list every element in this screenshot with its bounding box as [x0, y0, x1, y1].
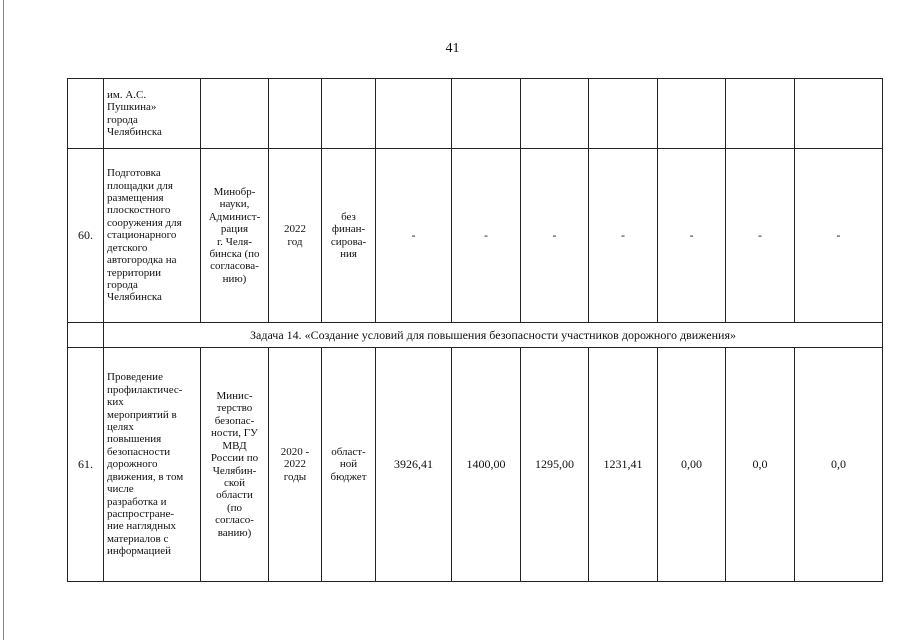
- cell-line: Челябинска: [107, 125, 162, 138]
- row-60-number: 60.: [68, 149, 104, 323]
- cell-line: рация: [220, 223, 249, 236]
- table-row-continued: [68, 79, 883, 149]
- cell-line: МВД: [222, 439, 247, 452]
- row-61-source: [322, 348, 376, 582]
- table-row-61: [68, 348, 883, 582]
- cell-line: сирова-: [330, 235, 367, 248]
- row-61-value-4: 1231,41: [589, 348, 658, 582]
- cell-line: профилактичес-: [107, 383, 183, 396]
- cell-line: Подготовка: [107, 167, 161, 180]
- cell-line: движения, в том: [107, 470, 184, 483]
- cell-line: (по: [226, 501, 243, 514]
- cell-line: области: [216, 489, 253, 502]
- row-60-value-3: -: [521, 149, 589, 323]
- row-61-period: [269, 348, 322, 582]
- row-60-executor: [201, 149, 269, 323]
- cell-line: Минобр-: [213, 185, 256, 198]
- row-61-value-5: 0,00: [658, 348, 726, 582]
- cell-line: целях: [107, 421, 134, 434]
- cell-line: сооружения для: [107, 216, 182, 229]
- cell-line: разработка и: [107, 495, 167, 508]
- row-61-executor: [201, 348, 269, 582]
- scan-edge-line: [3, 0, 4, 640]
- row-60-value-6: -: [726, 149, 795, 323]
- row-61-value-3: 1295,00: [521, 348, 589, 582]
- cell-line: год: [287, 235, 303, 248]
- cell-line: терство: [216, 402, 253, 415]
- table-row-task-14: [68, 323, 883, 348]
- row-60-period: [269, 149, 322, 323]
- cell-line: ванию): [217, 526, 252, 539]
- cell-line: материалов с: [107, 532, 169, 545]
- cell-line: стационарного: [107, 229, 177, 242]
- cell-line: 2020 -: [280, 445, 310, 458]
- cell-line: Челябинска: [107, 291, 162, 304]
- cell-line: города: [107, 113, 138, 126]
- table-row-60: [68, 149, 883, 323]
- cell-line: Челябин-: [212, 464, 257, 477]
- cell-line: финан-: [331, 223, 366, 236]
- cell-line: ности, ГУ: [211, 427, 258, 440]
- cell-line: информацией: [107, 545, 172, 558]
- cell-line: России по: [210, 452, 259, 465]
- row-61-value-1: 3926,41: [376, 348, 452, 582]
- row-61-number: 61.: [68, 348, 104, 582]
- cell-line: площадки для: [107, 179, 173, 192]
- row-60-value-2: -: [452, 149, 521, 323]
- cell-line: безопас-: [214, 414, 255, 427]
- cell-line: ния: [340, 247, 357, 260]
- cell-line: 2022: [284, 458, 306, 471]
- cell-line: област-: [331, 445, 366, 458]
- cell-line: согласова-: [210, 260, 259, 273]
- cell-line: ких: [107, 396, 124, 409]
- row-60-name: [104, 149, 201, 323]
- cell-line: науки,: [219, 198, 250, 211]
- cell-line: дорожного: [107, 458, 158, 471]
- cell-line: города: [107, 278, 138, 291]
- cell-line: ской: [223, 476, 246, 489]
- row-continued-name: [104, 79, 201, 149]
- row-60-value-1: -: [376, 149, 452, 323]
- cell-line: бинска (по: [209, 247, 260, 260]
- row-61-value-2: 1400,00: [452, 348, 521, 582]
- row-60-value-7: -: [795, 149, 883, 323]
- row-61-value-6: 0,0: [726, 348, 795, 582]
- row-60-value-4: -: [589, 149, 658, 323]
- cell-line: числе: [107, 483, 134, 496]
- cell-line: годы: [283, 470, 307, 483]
- row-61-value-7: 0,0: [795, 348, 883, 582]
- cell-line: согласо-: [215, 514, 254, 527]
- program-table: [67, 78, 883, 582]
- cell-line: бюджет: [330, 470, 367, 483]
- cell-line: им. А.С.: [107, 88, 147, 101]
- cell-line: 2022: [284, 223, 306, 236]
- cell-line: территории: [107, 266, 162, 279]
- cell-line: детского: [107, 241, 148, 254]
- row-60-source: [322, 149, 376, 323]
- cell-line: Проведение: [107, 371, 163, 384]
- cell-line: без: [341, 210, 356, 223]
- cell-line: нию): [222, 272, 247, 285]
- cell-line: повышения: [107, 433, 162, 446]
- cell-line: распростране-: [107, 507, 175, 520]
- cell-line: ние наглядных: [107, 520, 177, 533]
- cell-line: Пушкина»: [107, 101, 157, 114]
- row-60-value-5: -: [658, 149, 726, 323]
- cell-line: ной: [339, 458, 358, 471]
- cell-line: безопасности: [107, 445, 171, 458]
- task-14-heading: Задача 14. «Создание условий для повышения безопасности участников дорожного движения»: [104, 323, 883, 348]
- cell-line: Админист-: [208, 210, 261, 223]
- cell-line: размещения: [107, 192, 164, 205]
- cell-line: автогородка на: [107, 254, 177, 267]
- cell-line: г. Челя-: [216, 235, 252, 248]
- cell-line: Минис-: [216, 390, 253, 403]
- cell-line: плоскостного: [107, 204, 171, 217]
- cell-line: мероприятий в: [107, 408, 177, 421]
- page-number: 41: [445, 41, 460, 56]
- row-61-name: [104, 348, 201, 582]
